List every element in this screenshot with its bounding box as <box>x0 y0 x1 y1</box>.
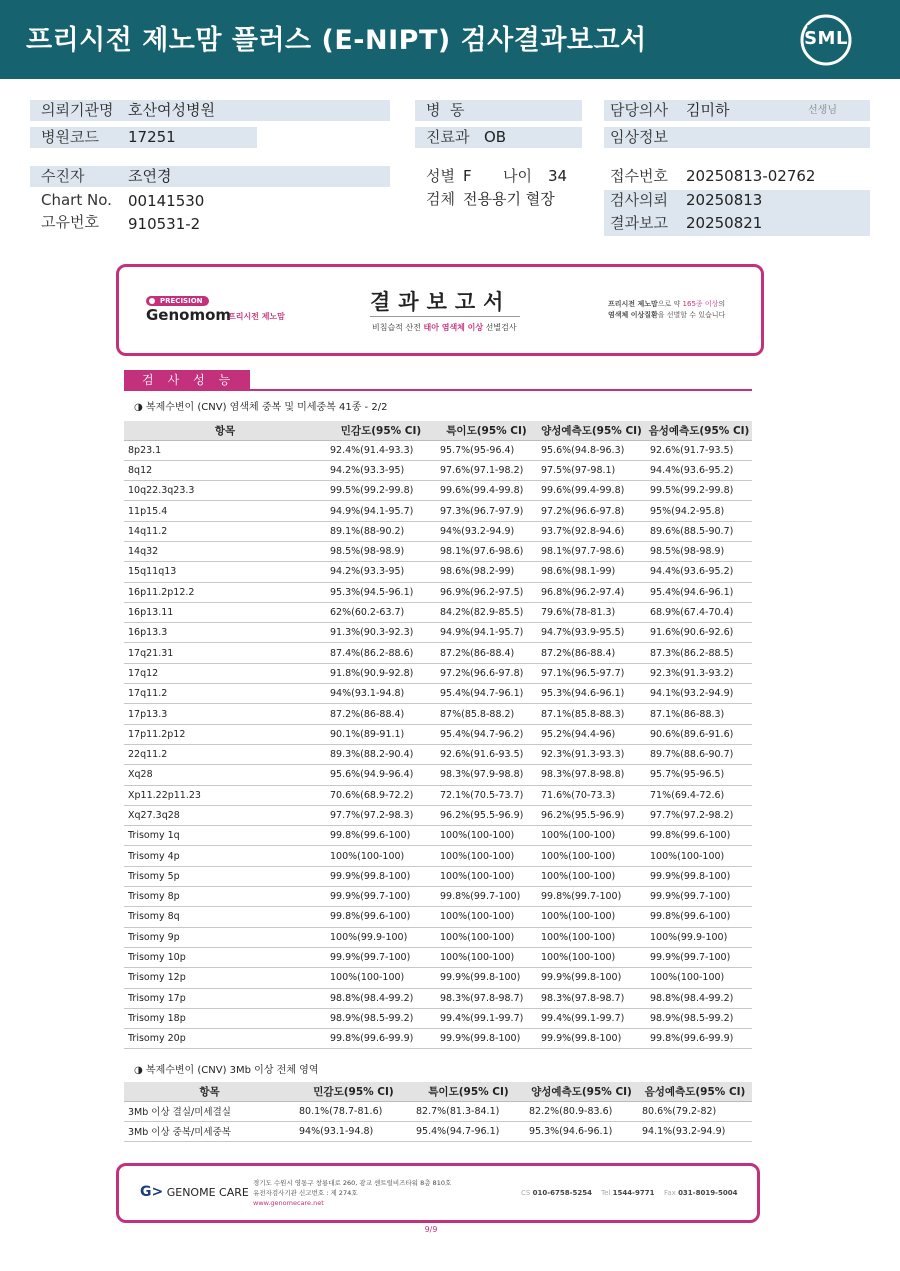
table-cell: 72.1%(70.5-73.7) <box>436 785 537 805</box>
table-cell: 95.6%(94.9-96.4) <box>326 765 436 785</box>
row-label: Trisomy 8p <box>124 887 326 907</box>
report-date-label: 결과보고 <box>610 214 668 232</box>
genomom-brand: Genomom <box>146 306 232 324</box>
table-cell: 84.2%(82.9-85.5) <box>436 602 537 622</box>
table-cell: 98.8%(98.4-99.2) <box>326 988 436 1008</box>
table-row <box>124 1029 752 1049</box>
row-label: 8p23.1 <box>124 440 326 460</box>
table1-heading: ◑ 복제수변이 (CNV) 염색체 중복 및 미세중복 41종 - 2/2 <box>134 402 388 413</box>
table-cell: 100%(100-100) <box>537 826 646 846</box>
report-banner-note: 프리시전 제노맘으로 약 165종 이상의 염색체 이상질환을 선별할 수 있습니다 <box>608 300 726 319</box>
table-cell: 97.7%(97.2-98.2) <box>646 805 752 825</box>
row-label: 3Mb 이상 중복/미세중복 <box>124 1121 295 1141</box>
table-row <box>124 1121 752 1141</box>
patient-label: 수진자 <box>41 167 85 185</box>
row-label: 15q11q13 <box>124 562 326 582</box>
table-row <box>124 947 752 967</box>
table-cell: 95.4%(94.6-96.1) <box>646 582 752 602</box>
cnv-performance-table <box>124 421 752 1049</box>
header-bar <box>0 0 900 79</box>
table-cell: 100%(99.9-100) <box>326 927 436 947</box>
table-row <box>124 744 752 764</box>
table-row <box>124 440 752 460</box>
table-cell: 100%(100-100) <box>326 846 436 866</box>
table-cell: 98.3%(97.9-98.8) <box>436 765 537 785</box>
receipt-label: 접수번호 <box>610 167 668 185</box>
table-cell: 91.6%(90.6-92.6) <box>646 623 752 643</box>
table-cell: 99.9%(99.8-100) <box>436 968 537 988</box>
table-row <box>124 968 752 988</box>
table-cell: 94%(93.1-94.8) <box>295 1121 412 1141</box>
table-cell: 99.9%(99.7-100) <box>326 887 436 907</box>
table-cell: 87.2%(86-88.4) <box>537 643 646 663</box>
table-row <box>124 460 752 480</box>
table-cell: 99.5%(99.2-99.8) <box>326 481 436 501</box>
column-header: 특이도(95% CI) <box>412 1082 525 1101</box>
patient-value: 조연경 <box>128 167 172 185</box>
table-cell: 94.2%(93.3-95) <box>326 460 436 480</box>
row-label: Xp11.22p11.23 <box>124 785 326 805</box>
table-cell: 95.3%(94.6-96.1) <box>525 1121 638 1141</box>
table-cell: 95.6%(94.8-96.3) <box>537 440 646 460</box>
row-label: 17q12 <box>124 663 326 683</box>
table-cell: 97.2%(96.6-97.8) <box>537 501 646 521</box>
table-cell: 89.7%(88.6-90.7) <box>646 744 752 764</box>
table-cell: 87.3%(86.2-88.5) <box>646 643 752 663</box>
column-header: 음성예측도(95% CI) <box>646 421 752 440</box>
table-row <box>124 582 752 602</box>
table-row <box>124 602 752 622</box>
ward-label: 병 동 <box>426 101 465 119</box>
table-cell: 92.6%(91.6-93.5) <box>436 744 537 764</box>
table-cell: 92.4%(91.4-93.3) <box>326 440 436 460</box>
row-label: 3Mb 이상 결실/미세결실 <box>124 1101 295 1121</box>
table-row <box>124 826 752 846</box>
table-cell: 99.9%(99.7-100) <box>646 947 752 967</box>
specimen-label: 검체 <box>426 190 455 208</box>
row-label: Trisomy 4p <box>124 846 326 866</box>
table-row <box>124 866 752 886</box>
row-label: Trisomy 5p <box>124 866 326 886</box>
table-cell: 96.9%(96.2-97.5) <box>436 582 537 602</box>
table-cell: 95.4%(94.7-96.1) <box>412 1121 525 1141</box>
table-cell: 100%(99.9-100) <box>646 927 752 947</box>
table-cell: 87.4%(86.2-88.6) <box>326 643 436 663</box>
table-cell: 90.1%(89-91.1) <box>326 724 436 744</box>
table-cell: 100%(100-100) <box>646 846 752 866</box>
table-cell: 95.4%(94.7-96.2) <box>436 724 537 744</box>
table-row <box>124 765 752 785</box>
report-subtitle: 비침습적 산전 태아 염색체 이상 선별검사 <box>372 323 517 332</box>
table-row <box>124 805 752 825</box>
column-header: 특이도(95% CI) <box>436 421 537 440</box>
hospital-code-label: 병원코드 <box>41 128 99 146</box>
table-cell: 70.6%(68.9-72.2) <box>326 785 436 805</box>
table-cell: 99.8%(99.6-100) <box>326 907 436 927</box>
table-cell: 95%(94.2-95.8) <box>646 501 752 521</box>
section-divider <box>124 389 752 391</box>
table-header-row <box>124 1082 752 1101</box>
table-cell: 94.2%(93.3-95) <box>326 562 436 582</box>
table-row <box>124 501 752 521</box>
sex-label: 성별 <box>426 167 455 185</box>
table-row <box>124 704 752 724</box>
table-cell: 71%(69.4-72.6) <box>646 785 752 805</box>
report-title-underline <box>370 316 520 317</box>
hospital-code-value: 17251 <box>128 128 176 146</box>
row-label: 16p11.2p12.2 <box>124 582 326 602</box>
table-cell: 94.7%(93.9-95.5) <box>537 623 646 643</box>
table-cell: 99.4%(99.1-99.7) <box>436 1008 537 1028</box>
table-cell: 95.3%(94.6-96.1) <box>537 684 646 704</box>
table2-heading: ◑ 복제수변이 (CNV) 3Mb 이상 전체 영역 <box>134 1065 319 1076</box>
chart-value: 00141530 <box>128 192 205 210</box>
table-cell: 97.6%(97.1-98.2) <box>436 460 537 480</box>
table-cell: 91.3%(90.3-92.3) <box>326 623 436 643</box>
report-title: 결과보고서 <box>370 290 512 314</box>
table-cell: 97.1%(96.5-97.7) <box>537 663 646 683</box>
table-cell: 94.1%(93.2-94.9) <box>638 1121 752 1141</box>
table-cell: 80.6%(79.2-82) <box>638 1101 752 1121</box>
table-cell: 98.9%(98.5-99.2) <box>326 1008 436 1028</box>
table-cell: 100%(100-100) <box>646 968 752 988</box>
table-row <box>124 887 752 907</box>
table-cell: 89.6%(88.5-90.7) <box>646 521 752 541</box>
row-label: Trisomy 1q <box>124 826 326 846</box>
genomom-brand-sub: 프리시전 제노맘 <box>228 312 285 321</box>
row-label: 17q21.31 <box>124 643 326 663</box>
table-cell: 100%(100-100) <box>436 826 537 846</box>
table-cell: 100%(100-100) <box>326 968 436 988</box>
cnv-3mb-table <box>124 1082 752 1142</box>
row-label: 16p13.11 <box>124 602 326 622</box>
table-cell: 87.2%(86-88.4) <box>326 704 436 724</box>
table-cell: 71.6%(70-73.3) <box>537 785 646 805</box>
table-row <box>124 541 752 561</box>
table-cell: 100%(100-100) <box>537 947 646 967</box>
table-cell: 87.2%(86-88.4) <box>436 643 537 663</box>
table-cell: 98.8%(98.4-99.2) <box>646 988 752 1008</box>
row-label: Trisomy 12p <box>124 968 326 988</box>
report-date-value: 20250821 <box>686 214 763 232</box>
row-label: Trisomy 10p <box>124 947 326 967</box>
table-cell: 99.8%(99.6-100) <box>646 907 752 927</box>
table-cell: 89.1%(88-90.2) <box>326 521 436 541</box>
age-value: 34 <box>548 167 568 185</box>
table-cell: 100%(100-100) <box>436 846 537 866</box>
table-cell: 99.6%(99.4-99.8) <box>537 481 646 501</box>
table-cell: 99.9%(99.8-100) <box>646 866 752 886</box>
row-label: 11p15.4 <box>124 501 326 521</box>
table-cell: 91.8%(90.9-92.8) <box>326 663 436 683</box>
table-cell: 95.2%(94.4-96) <box>537 724 646 744</box>
table-cell: 96.2%(95.5-96.9) <box>436 805 537 825</box>
column-header-item: 항목 <box>124 421 326 440</box>
row-label: Xq28 <box>124 765 326 785</box>
page-title: 프리시전 제노맘 플러스 (E-NIPT) 검사결과보고서 <box>26 25 647 56</box>
table-row <box>124 1101 752 1121</box>
table-cell: 99.8%(99.6-100) <box>646 826 752 846</box>
footer-url[interactable]: www.genomecare.net <box>253 1199 324 1207</box>
table-cell: 99.9%(99.7-100) <box>326 947 436 967</box>
table-cell: 92.3%(91.3-93.3) <box>537 744 646 764</box>
table-cell: 98.3%(97.8-98.7) <box>537 988 646 1008</box>
dept-value: OB <box>484 128 507 146</box>
table-cell: 98.1%(97.6-98.6) <box>436 541 537 561</box>
row-label: 14q11.2 <box>124 521 326 541</box>
table-cell: 94.9%(94.1-95.7) <box>326 501 436 521</box>
table-cell: 99.9%(99.8-100) <box>326 866 436 886</box>
request-label: 검사의뢰 <box>610 191 668 209</box>
table-cell: 99.9%(99.8-100) <box>537 968 646 988</box>
doctor-label: 담당의사 <box>610 101 668 119</box>
request-value: 20250813 <box>686 191 763 209</box>
row-label: 8q12 <box>124 460 326 480</box>
table-row <box>124 663 752 683</box>
footer-cs: CS 010-6758-5254 <box>521 1189 592 1197</box>
table-cell: 99.8%(99.7-100) <box>537 887 646 907</box>
table-cell: 100%(100-100) <box>537 846 646 866</box>
row-label: Trisomy 8q <box>124 907 326 927</box>
dept-label: 진료과 <box>426 128 470 146</box>
table-row <box>124 988 752 1008</box>
specimen-value: 전용용기 혈장 <box>463 190 555 208</box>
table-cell: 79.6%(78-81.3) <box>537 602 646 622</box>
table-row <box>124 927 752 947</box>
row-label: Trisomy 17p <box>124 988 326 1008</box>
table-row <box>124 643 752 663</box>
column-header: 민감도(95% CI) <box>326 421 436 440</box>
table-cell: 94%(93.2-94.9) <box>436 521 537 541</box>
table-row <box>124 785 752 805</box>
table-cell: 100%(100-100) <box>537 907 646 927</box>
table-cell: 100%(100-100) <box>436 866 537 886</box>
table-cell: 99.5%(99.2-99.8) <box>646 481 752 501</box>
row-label: 16p13.3 <box>124 623 326 643</box>
table-row <box>124 1008 752 1028</box>
table-cell: 99.8%(99.6-100) <box>326 826 436 846</box>
page-number: 9/9 <box>424 1225 438 1234</box>
genome-care-logo-icon: G> <box>140 1184 164 1200</box>
table-row <box>124 846 752 866</box>
table-cell: 94.9%(94.1-95.7) <box>436 623 537 643</box>
table-cell: 99.6%(99.4-99.8) <box>436 481 537 501</box>
precision-badge: PRECISION <box>146 296 209 306</box>
section-tab-performance: 검사성능 <box>124 370 250 390</box>
table-cell: 92.6%(91.7-93.5) <box>646 440 752 460</box>
row-label: 17p11.2p12 <box>124 724 326 744</box>
table-cell: 100%(100-100) <box>537 866 646 886</box>
institution-value: 호산여성병원 <box>128 101 215 119</box>
column-header: 양성예측도(95% CI) <box>525 1082 638 1101</box>
table-cell: 96.8%(96.2-97.4) <box>537 582 646 602</box>
column-header: 양성예측도(95% CI) <box>537 421 646 440</box>
table-cell: 97.5%(97-98.1) <box>537 460 646 480</box>
table-cell: 94%(93.1-94.8) <box>326 684 436 704</box>
table-cell: 100%(100-100) <box>436 927 537 947</box>
table-cell: 95.3%(94.5-96.1) <box>326 582 436 602</box>
table-cell: 95.4%(94.7-96.1) <box>436 684 537 704</box>
table-cell: 96.2%(95.5-96.9) <box>537 805 646 825</box>
table-row <box>124 684 752 704</box>
table-row <box>124 521 752 541</box>
footer-fax: Fax 031-8019-5004 <box>664 1189 738 1197</box>
table-cell: 93.7%(92.8-94.6) <box>537 521 646 541</box>
table-cell: 100%(100-100) <box>537 927 646 947</box>
table-cell: 87%(85.8-88.2) <box>436 704 537 724</box>
column-header: 민감도(95% CI) <box>295 1082 412 1101</box>
row-label: Trisomy 18p <box>124 1008 326 1028</box>
table-cell: 99.8%(99.7-100) <box>436 887 537 907</box>
table-cell: 80.1%(78.7-81.6) <box>295 1101 412 1121</box>
table-cell: 98.9%(98.5-99.2) <box>646 1008 752 1028</box>
column-header: 음성예측도(95% CI) <box>638 1082 752 1101</box>
table-cell: 94.1%(93.2-94.9) <box>646 684 752 704</box>
table-cell: 87.1%(86-88.3) <box>646 704 752 724</box>
row-label: Xq27.3q28 <box>124 805 326 825</box>
table-cell: 99.8%(99.6-99.9) <box>646 1029 752 1049</box>
footer-tel: Tel 1544-9771 <box>601 1189 655 1197</box>
table-cell: 98.3%(97.8-98.7) <box>436 988 537 1008</box>
table-cell: 99.9%(99.8-100) <box>537 1029 646 1049</box>
table-header-row <box>124 421 752 440</box>
table-row <box>124 562 752 582</box>
row-label: Trisomy 9p <box>124 927 326 947</box>
table-row <box>124 481 752 501</box>
table-cell: 100%(100-100) <box>436 947 537 967</box>
table-cell: 95.7%(95-96.4) <box>436 440 537 460</box>
table-cell: 97.3%(96.7-97.9) <box>436 501 537 521</box>
table-cell: 92.3%(91.3-93.2) <box>646 663 752 683</box>
row-label: 10q22.3q23.3 <box>124 481 326 501</box>
table-cell: 99.9%(99.7-100) <box>646 887 752 907</box>
table-row <box>124 724 752 744</box>
table-cell: 98.5%(98-98.9) <box>326 541 436 561</box>
table-cell: 94.4%(93.6-95.2) <box>646 460 752 480</box>
table-row <box>124 907 752 927</box>
row-label: 17p13.3 <box>124 704 326 724</box>
table-cell: 94.4%(93.6-95.2) <box>646 562 752 582</box>
table-cell: 97.7%(97.2-98.3) <box>326 805 436 825</box>
age-label: 나이 <box>503 167 532 185</box>
table-cell: 98.6%(98.1-99) <box>537 562 646 582</box>
table-cell: 99.4%(99.1-99.7) <box>537 1008 646 1028</box>
table-cell: 99.9%(99.8-100) <box>436 1029 537 1049</box>
table-cell: 98.5%(98-98.9) <box>646 541 752 561</box>
row-label: 22q11.2 <box>124 744 326 764</box>
clinical-label: 임상정보 <box>610 128 668 146</box>
chart-label: Chart No. <box>41 191 112 209</box>
table-cell: 87.1%(85.8-88.3) <box>537 704 646 724</box>
column-header-item: 항목 <box>124 1082 295 1101</box>
table-cell: 99.8%(99.6-99.9) <box>326 1029 436 1049</box>
row-label: 14q32 <box>124 541 326 561</box>
uid-value: 910531-2 <box>128 215 201 233</box>
footer-address: 경기도 수원시 영통구 창룡대로 260, 광교 센트럴비즈타워 8층 810호 유전자검사기관 신고번호 : 제 274호 www.genomecare.net <box>253 1179 452 1207</box>
table-cell: 82.7%(81.3-84.1) <box>412 1101 525 1121</box>
table-cell: 98.1%(97.7-98.6) <box>537 541 646 561</box>
table-cell: 98.6%(98.2-99) <box>436 562 537 582</box>
receipt-value: 20250813-02762 <box>686 167 816 185</box>
genome-care-logo: G> GENOME CARE <box>140 1184 249 1200</box>
table-cell: 100%(100-100) <box>436 907 537 927</box>
table-cell: 98.3%(97.8-98.8) <box>537 765 646 785</box>
sml-logo-text: SML <box>804 28 848 49</box>
table-cell: 62%(60.2-63.7) <box>326 602 436 622</box>
table-cell: 90.6%(89.6-91.6) <box>646 724 752 744</box>
row-label: 17q11.2 <box>124 684 326 704</box>
table-cell: 82.2%(80.9-83.6) <box>525 1101 638 1121</box>
doctor-value: 김미하 <box>686 101 730 119</box>
doctor-suffix: 선생님 <box>808 105 837 116</box>
sex-value: F <box>463 167 472 185</box>
table-cell: 68.9%(67.4-70.4) <box>646 602 752 622</box>
uid-label: 고유번호 <box>41 213 99 231</box>
table-cell: 97.2%(96.6-97.8) <box>436 663 537 683</box>
institution-label: 의뢰기관명 <box>41 101 114 119</box>
table-row <box>124 623 752 643</box>
table-cell: 89.3%(88.2-90.4) <box>326 744 436 764</box>
row-label: Trisomy 20p <box>124 1029 326 1049</box>
table-cell: 95.7%(95-96.5) <box>646 765 752 785</box>
